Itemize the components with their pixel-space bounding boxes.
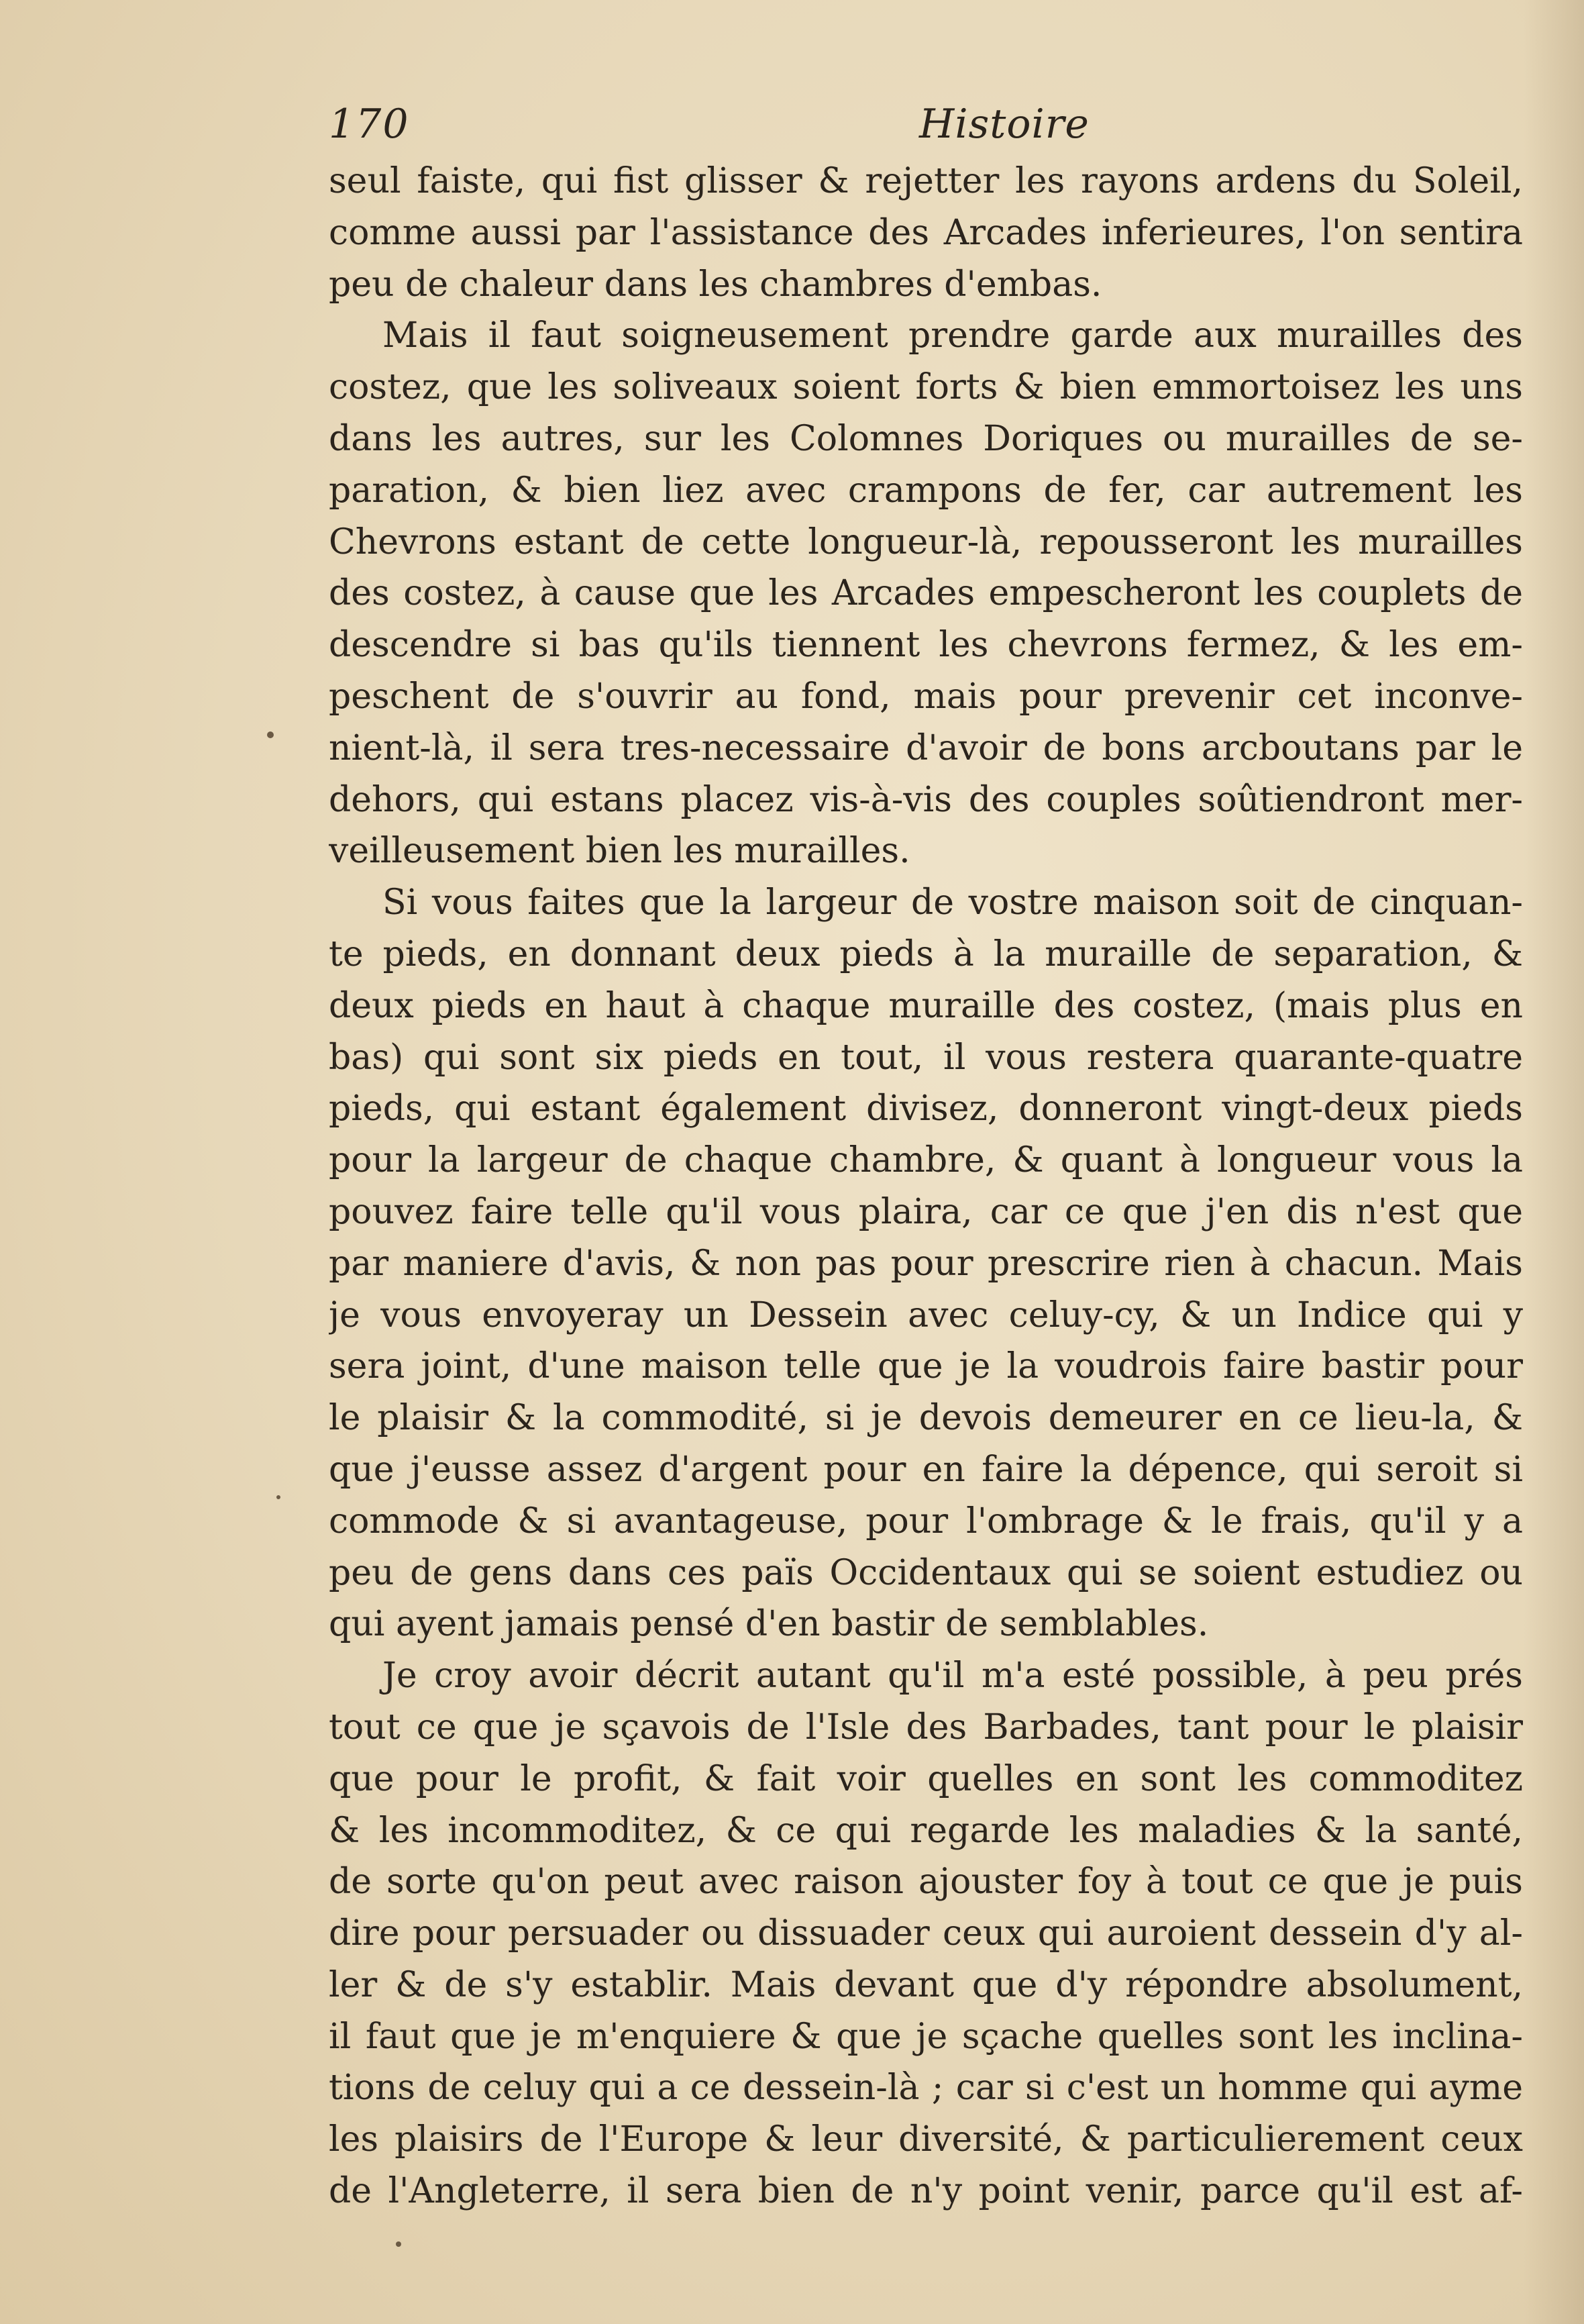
text-line: Mais il faut soigneusement prendre garde aux murailles des xyxy=(382,315,1523,356)
text-line: je vous envoyeray un Dessein avec celuy-cy, & un Indice qui y xyxy=(329,1295,1523,1335)
text-line: te pieds, en donnant deux pieds à la muraille de separation, & xyxy=(329,933,1523,974)
body-text xyxy=(329,156,1523,2217)
text-line: & les incommoditez, & ce qui regarde les maladies & la santé, xyxy=(329,1810,1523,1851)
text-line: Si vous faites que la largeur de vostre maison soit de cinquan- xyxy=(382,882,1523,923)
text-line: Je croy avoir décrit autant qu'il m'a esté possible, à peu prés xyxy=(382,1656,1523,1697)
paper-speck xyxy=(276,1495,280,1499)
text-line: deux pieds en haut à chaque muraille des costez, (mais plus en xyxy=(329,985,1523,1026)
text-line: comme aussi par l'assistance des Arcades inferieures, l'on sentira xyxy=(329,212,1523,253)
text-line: de sorte qu'on peut avec raison ajouster foy à tout ce que je puis xyxy=(329,1862,1523,1903)
text-line: peu de gens dans ces païs Occidentaux qui se soient estudiez ou xyxy=(329,1552,1523,1593)
text-line: peu de chaleur dans les chambres d'embas. xyxy=(329,264,1102,305)
text-line: que j'eusse assez d'argent pour en faire la dépence, qui seroit si xyxy=(329,1449,1523,1490)
text-line: les plaisirs de l'Europe & leur diversité, & particulierement ceux xyxy=(329,2119,1523,2160)
page-number: 170 xyxy=(329,101,410,148)
text-line: par maniere d'avis, & non pas pour prescrire rien à chacun. Mais xyxy=(329,1243,1523,1284)
text-line: Chevrons estant de cette longueur-là, repousseront les murailles xyxy=(329,521,1523,562)
text-line: commode & si avantageuse, pour l'ombrage & le frais, qu'il y a xyxy=(329,1501,1523,1542)
text-line: tions de celuy qui a ce dessein-là ; car si c'est un homme qui ayme xyxy=(329,2068,1523,2109)
text-line: qui ayent jamais pensé d'en bastir de semblables. xyxy=(329,1604,1209,1645)
text-line: paration, & bien liez avec crampons de fer, car autrement les xyxy=(329,470,1523,511)
text-line: que pour le profit, & fait voir quelles en sont les commoditez xyxy=(329,1758,1523,1799)
text-line: il faut que je m'enquiere & que je sçache quelles sont les inclina- xyxy=(329,2016,1523,2057)
text-line: le plaisir & la commodité, si je devois demeurer en ce lieu-la, & xyxy=(329,1398,1523,1439)
text-line: nient-là, il sera tres-necessaire d'avoir de bons arcboutans par le xyxy=(329,727,1523,768)
running-head xyxy=(329,101,1523,154)
text-line: pieds, qui estant également divisez, donneront vingt-deux pieds xyxy=(329,1089,1523,1129)
text-line: peschent de s'ouvrir au fond, mais pour prevenir cet inconve- xyxy=(329,676,1523,717)
text-line: tout ce que je sçavois de l'Isle des Barbades, tant pour le plaisir xyxy=(329,1707,1523,1748)
page-edge-shadow xyxy=(1524,0,1584,2324)
text-line: sera joint, d'une maison telle que je la voudrois faire bastir pour xyxy=(329,1346,1523,1387)
text-line: pouvez faire telle qu'il vous plaira, car ce que j'en dis n'est que xyxy=(329,1191,1523,1232)
text-line: ler & de s'y establir. Mais devant que d'y répondre absolument, xyxy=(329,1964,1523,2005)
running-title: Histoire xyxy=(919,101,1090,148)
text-line: dehors, qui estans placez vis-à-vis des couples soûtiendront mer- xyxy=(329,779,1523,820)
text-line: veilleusement bien les murailles. xyxy=(329,831,910,872)
text-line: descendre si bas qu'ils tiennent les chevrons fermez, & les em- xyxy=(329,625,1523,666)
text-line: bas) qui sont six pieds en tout, il vous restera quarante-quatre xyxy=(329,1037,1523,1078)
text-line: dans les autres, sur les Colomnes Doriques ou murailles de se- xyxy=(329,418,1523,459)
text-line: de l'Angleterre, il sera bien de n'y point venir, parce qu'il est af- xyxy=(329,2171,1523,2212)
paper-speck xyxy=(267,731,274,738)
text-line: pour la largeur de chaque chambre, & quant à longueur vous la xyxy=(329,1140,1523,1181)
text-line: des costez, à cause que les Arcades empescheront les couplets de xyxy=(329,573,1523,614)
paper-speck xyxy=(396,2241,401,2247)
text-line: costez, que les soliveaux soient forts & bien emmortoisez les uns xyxy=(329,367,1523,408)
text-line: seul faiste, qui fist glisser & rejetter les rayons ardens du Soleil, xyxy=(329,161,1523,201)
text-line: dire pour persuader ou dissuader ceux qui auroient dessein d'y al- xyxy=(329,1913,1523,1954)
